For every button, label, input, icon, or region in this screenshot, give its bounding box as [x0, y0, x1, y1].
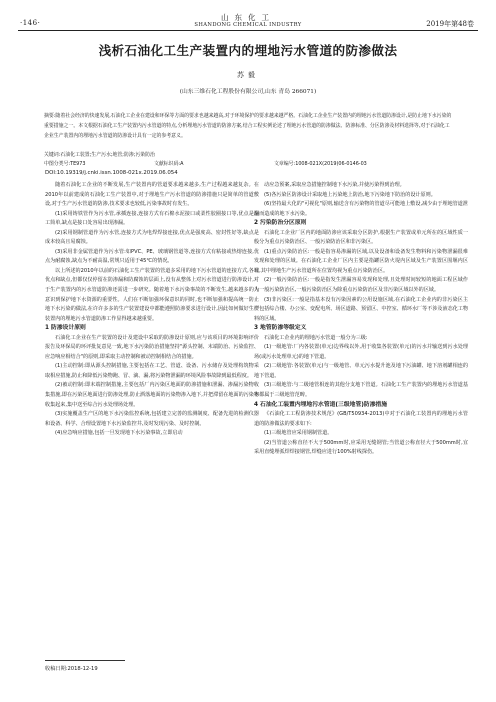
body-paragraph: (5)各污染区防渗设计采取地上污染地上防治,地下污染地下防治的设计原则。: [264, 191, 436, 198]
journal-header: [150, 13, 346, 29]
footnote-rule: [45, 660, 125, 661]
body-paragraph: (6)坚持最大化的"可视化"原则,输送含有污染物的管道尽可能地上敷设,减少由于埋地管道泄漏而造成的地下水污染。: [254, 201, 468, 217]
body-paragraph: (2)采用钢制管道作为污水管,连接方式为电焊焊接连接,优点是强度高、密封性好等,缺点是成本较高且易腐蚀。: [45, 229, 259, 246]
author-affiliation: (山东三维石化工程股份有限公司,山东 青岛 266071): [179, 89, 317, 95]
journal-name-en: SHANDONG CHEMICAL INDUSTRY: [194, 22, 302, 28]
abstract: [44, 112, 454, 142]
body-paragraph: 石油化工企业厂区内的地面防渗应该采取分区防护,根据生产装置或单元所在的区域性质一般分为重点污染防治区、一般污染防治区和非污染区。: [254, 229, 468, 246]
document-code: 文献标识码:A: [154, 161, 184, 167]
body-paragraph: (1)主动控制:即从源头控制措施,主要包括在工艺、管道、设备、污水储存及处理构筑物采取相应措施,防止和降低污染物跑、冒、滴、漏,将污染物泄漏的环境风险事故降到最低程度。: [45, 363, 259, 379]
body-right-column: [254, 181, 468, 458]
journal-name-cn: 山东化工: [221, 13, 275, 22]
body-paragraph: (3)采用非金属管道作为污水管:如PVC、PE、玻璃钢管道等,连接方式有粘接或热熔连接,优点为耐腐蚀,缺点为不耐高温,常规只适用于45℃的情况。: [45, 248, 259, 265]
body-paragraph: (3)非污染区:一般是指基本没有污染因素的公用设施区域,在石油化工企业内的非污染区主要包括综合楼、办公室、变配电所、场区道路、预留区、中控室、循环水厂等不涉及液态化工物料的区域。: [254, 296, 468, 322]
body-paragraph: 石油化工企业在生产装置的设计及建设中采取的防渗设计原则,应与该项目的环境影响评价报告及环保局的环评批复意见一致,地下水污染防治措施坚持"源头控制、末端防治、污染监控、应急响应相结合"的原则,即采取主动控制和被动控制相结合的措施。: [45, 334, 259, 360]
header-rule: [18, 30, 478, 31]
body-paragraph: (1)采用铸铁管作为污水管,承插连接,连接方式有石棉水泥接口或柔性胶圈接口等,优点是施工简单,缺点是接口处容易出现渗漏。: [45, 210, 259, 227]
author-name: 苏毅: [237, 71, 259, 79]
body-paragraph: 石油化工企业内的埋地污水管道一般分为三级:: [264, 334, 368, 341]
page-number: ·146·: [20, 19, 41, 27]
section-heading: 3 地管防渗等级定义: [254, 325, 307, 332]
article-number: 文章编号:1008-021X(2019)06-0146-03: [274, 161, 367, 167]
body-paragraph: 随着石油化工企业的不断发展,生产装置内的管道要求越来越多,生产过程越来越复杂。在2010年以前建成的石油化工生产装置中,对于埋地生产污水管道的防渗措施只是简单的管道敷设,对于生产污水管道的防渗,技术要求也较低,污染事故时有发生。: [45, 182, 259, 208]
article-title: 浅析石油化工生产装置内的埋地污水管道的防渗做法: [98, 43, 398, 58]
body-paragraph: (3)实施覆盖生产区的地下水污染监控系统,包括建立完善的监测制度、配备先进的检测仪器和设备、科学、合理设置地下水污染监控井,及时发现污染、及时控制。: [45, 411, 259, 427]
body-paragraph: 《石油化工工程防渗技术规范》(GB/T50934-2013)中对于石油化工装置内的埋地污水管道的防渗做法的要求如下:: [254, 411, 468, 427]
body-paragraph: 动应急预案,采取应急措施控制地下水污染,并使污染得到治理。: [264, 182, 405, 188]
doi: DOI:10.19319/j.cnki.issn.1008-021x.2019.06.054: [45, 170, 178, 176]
issue-info: 2019年第48卷: [426, 20, 474, 28]
keywords: 关键词:石油化工装置;生产污水;地管;防渗;污染防治: [44, 152, 155, 158]
classification-row: [44, 160, 454, 170]
body-paragraph: (2)二级地管:各装置(单元)与一级地管、单元污水提升池及地下污油罐、地下溶剂罐相连的地下管道。: [254, 363, 468, 379]
body-paragraph: (1)三级地管应采用钢制管道。: [264, 430, 333, 437]
section-heading: 4 石油化工装置内埋地污水管道(三级地管)防渗措施: [254, 401, 388, 408]
body-paragraph: (3)三级地管:与二级地管相连的其他分支地下管道。石油化工生产装置内的埋地污水管道基本都属于三级地管范畴。: [254, 382, 468, 399]
section-heading: 1 防渗设计原则: [45, 325, 86, 332]
body-paragraph: (2)一般污染防治区:一般是指发生泄漏容易发现和处理,且处理时间较短的地面工程区域作为一般污染防治区,一般污染防治区为除重点污染防治区及非污染区域以外的区域。: [254, 277, 468, 294]
abstract-text: 摘要:随着社会经济的快速发展,石油化工企业在建设和环保等方面的要求也越来越高,对于环境保护的要求越来越严格。石油化工企业生产装置内的埋地污水管道防渗设计,是防止地下水污染的重要措施之一。本文根据石油化工生产装置内污水管道的特点,分析埋地污水管道的防渗方案,结合工程实例论述了埋地污水管道的防渗做法、防渗标准、分区防渗及材料选择等,对于石油化工企业生产装置内的埋地污水管道的防渗设计具有一定的参考意义。: [44, 113, 452, 139]
class-number: 中图分类号:TE973: [44, 161, 86, 167]
body-paragraph: (1)一级地管:厂内各装置(单元)边界线以外,用于收集各装置(单元)的污水并输送到污水处理场(或污水处理单元)的地下管道。: [254, 344, 468, 360]
body-paragraph: (1)重点污染防治区:一般是指容易渗漏的区域,以及设备和设备发生物料和污染物泄漏很难发现和处理的区域。在石油化工企业厂区内主要是指罐区防火堤内区域及生产装置区围堰内区域,其中埋地生产污水管道所在位置均视为重点污染防治区。: [254, 248, 468, 274]
received-date: 收稿日期:2018-12-19: [45, 666, 98, 672]
body-paragraph: (4)应急响应措施,包括一旦发现地下水污染事故,立即启动: [55, 430, 183, 437]
body-paragraph: (2)当管道公称直径不大于500mm时,应采用无缝钢管;当管道公称直径大于500mm时,宜采用直缝埋弧焊焊接钢管,焊缝应进行100%射线探伤。: [254, 439, 468, 456]
body-left-column: [45, 181, 259, 439]
body-paragraph: 以上所述的2010年以前的石油化工生产装置的管道多采用的地下污水管道的连接方式,各有优点和缺点,但都仅仅停留在防渗漏和防腐蚀的层面上,没有从整体上对污水管道进行防渗设计,对于生产装置内的污水管道防渗还需进一步研究。随着地下水污染事故的不断发生,越来越多的人意识到保护地下水资源的重要性。人们在不断加强环保意识的同时,也不断加强和提高统一防止地下水污染的做法,在许许多多的生产装置建设中都能遵照防渗要求进行设计,因此如何做好生产装置内的埋地污水管道防渗工作显得越来越重要。: [45, 267, 259, 322]
body-paragraph: (2)被动控制:即末端控制措施,主要包括厂内污染区地面的防渗措施和泄漏、渗漏污染物收集措施,即在污染区地面进行防渗处理,防止洒落地面的污染物渗入地下,并把滞留在地面的污染物收集起来,集中送至综合污水处理场处理。: [45, 382, 259, 408]
section-heading: 2 污染防治分区原则: [254, 220, 307, 227]
